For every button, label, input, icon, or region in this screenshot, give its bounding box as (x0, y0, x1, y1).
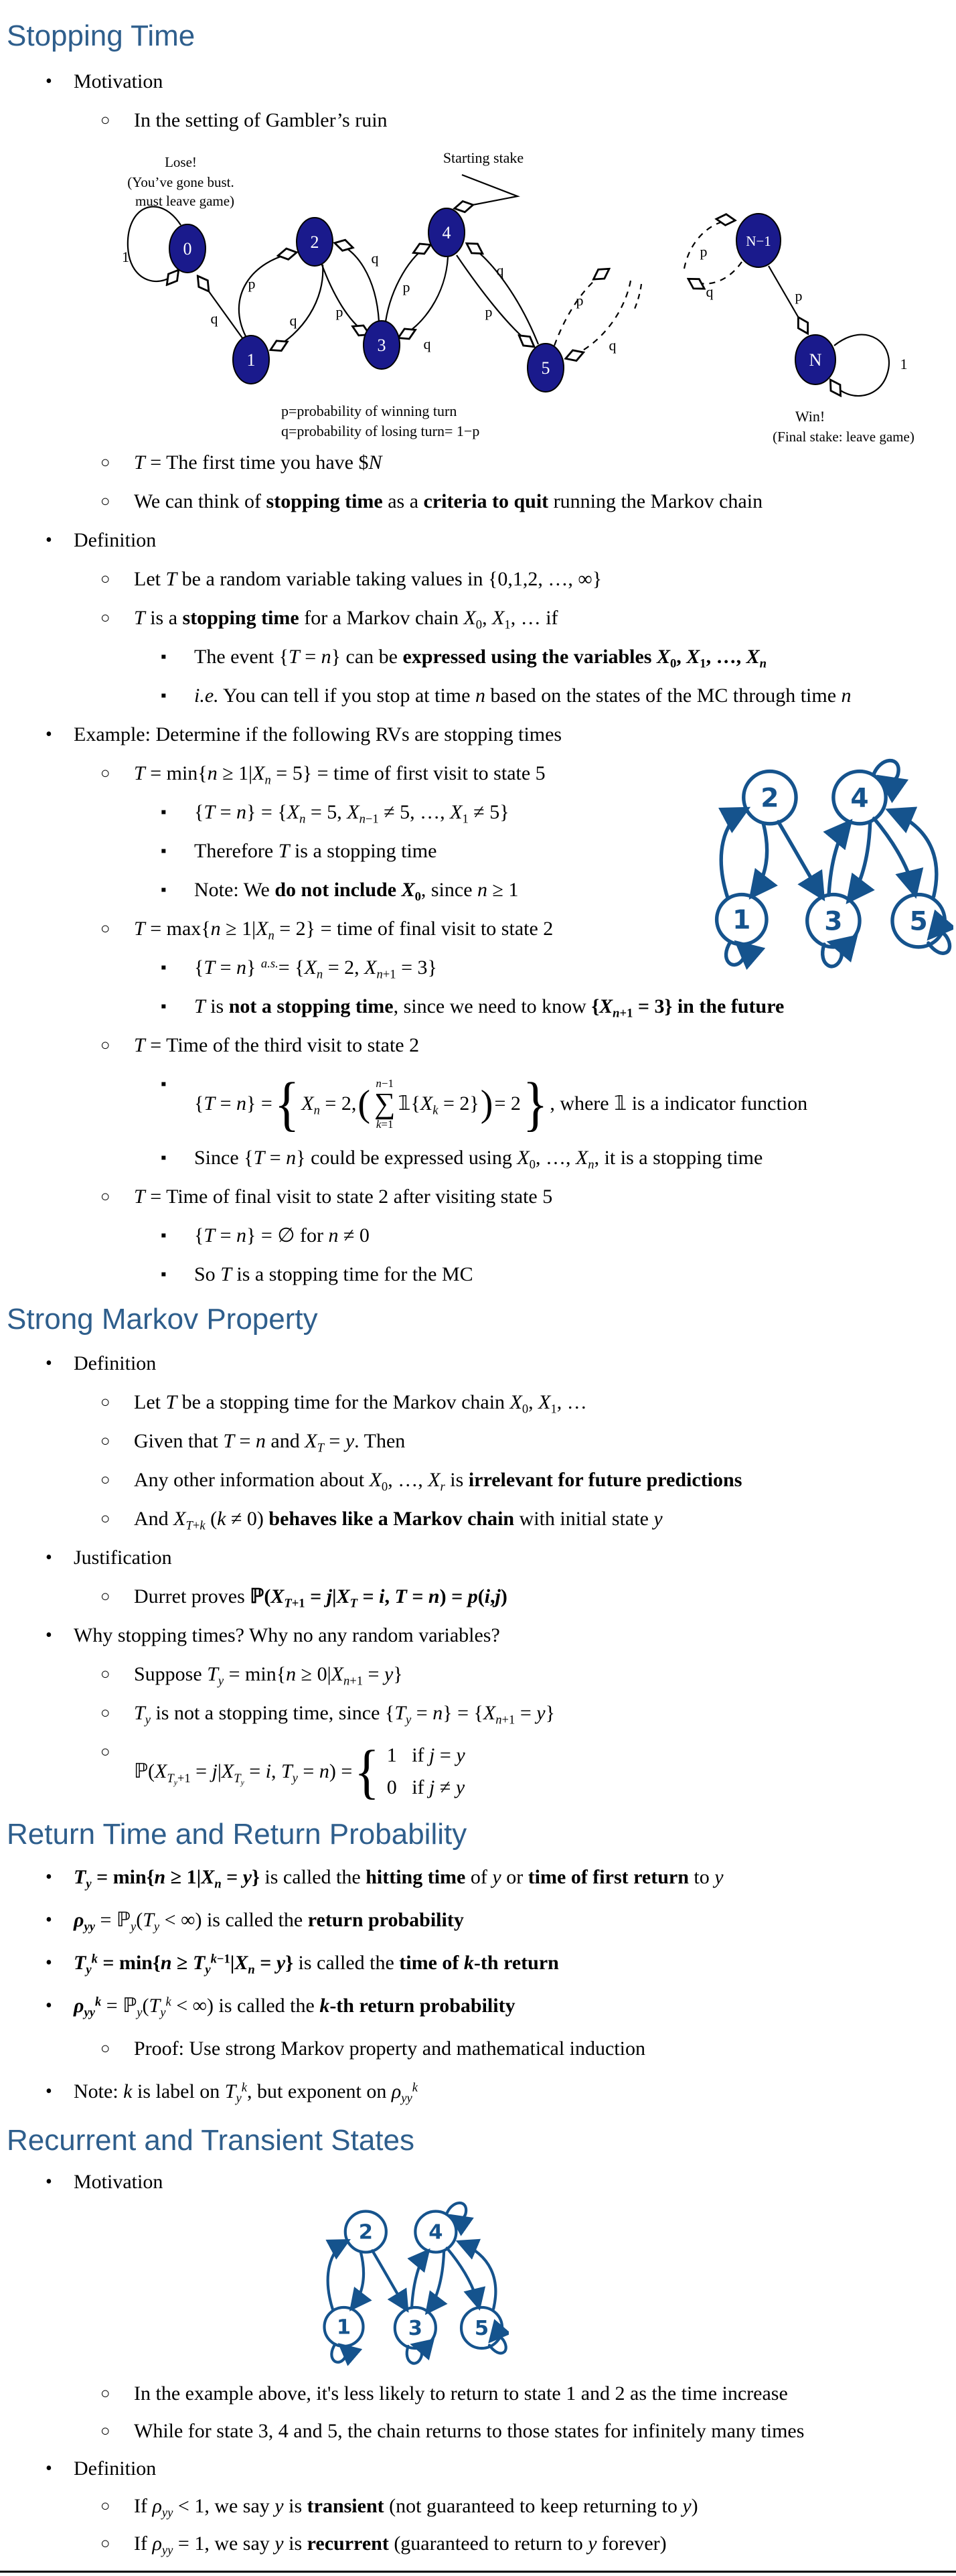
notes-page (0, 17, 956, 2557)
bullet-marker: ▪ (161, 1227, 167, 1244)
bullet-marker: ○ (100, 2498, 110, 2515)
edge-label: p (576, 292, 584, 309)
return-time-section (0, 1865, 956, 2104)
bullet-justification (0, 1545, 956, 1571)
row-text: {T = n} = ∅ for n ≠ 0 (194, 1224, 370, 1246)
summation-stack (374, 1077, 395, 1131)
bullet-marker: • (46, 2458, 52, 2479)
row-text: And $X_{T+k}$ (k ≠ 0) behaves like a Markov chain with initial state y (134, 1508, 663, 1533)
bullet-kth-return-time (0, 1950, 956, 1976)
hand-edge-2-to-3 (372, 2250, 406, 2308)
row-text: Since {T = n} could be expressed using $X_0$, …, $X_n$, it is a stopping time (194, 1147, 763, 1172)
bullet-not-stopping (0, 994, 956, 1019)
bullet-marker: • (46, 530, 52, 551)
bullet-behaves-like-mc (0, 1506, 956, 1532)
row-text: $T = \max\{n \ge 1|X_n = 2\}$ = time of final visit to state 2 (134, 918, 554, 943)
bullet-indicator-sum-formula (0, 1072, 956, 1136)
section-title-recurrent-transient: Recurrent and Transient States (7, 2124, 414, 2157)
row-text: In the setting of Gambler’s ruin (134, 109, 388, 131)
row-text: T is not a stopping time, since we need to know $\{X_{n+1} = 3\}$ in the future (194, 995, 785, 1021)
bullet-T-first-time (0, 450, 956, 476)
edge-nm1-dashed-in (684, 220, 734, 269)
bullet-marker: ▪ (161, 1076, 167, 1093)
edge-label: p (402, 279, 410, 295)
cases-column (387, 1743, 465, 1800)
bullet-marker: • (46, 2081, 52, 2102)
starting-stake-label: Starting stake (443, 149, 524, 166)
hand-edge-2-to-1 (752, 823, 767, 895)
row-text: {T = n} $^{a.s.}= \{X_n = 2$, $X_{n+1} = 3$} (194, 956, 437, 982)
node-label: 0 (183, 239, 192, 259)
section-title-stopping-time: Stopping Time (7, 19, 195, 52)
hand-node-label: 3 (824, 906, 843, 937)
edge-label: 1 (900, 356, 908, 372)
edge-label: 1 (122, 248, 129, 265)
row-text: $T_y = \min\{n \ge 1|X_n = y\}$ is called the hitting time of y or time of first return to y (74, 1866, 724, 1891)
edge-label: p (700, 243, 708, 260)
bullet-marker: ○ (100, 1666, 110, 1683)
section-title-return-time: Return Time and Return Probability (7, 1818, 467, 1851)
bullet-marker: • (46, 2171, 52, 2192)
sum-upper-limit: n−1 (376, 1076, 394, 1090)
bullet-ty-not-stopping (0, 1701, 956, 1726)
hand-edge-4-to-5 (874, 818, 915, 893)
gamblers-ruin-svg (114, 147, 956, 445)
edge-self-loop-n (831, 335, 889, 396)
example-section (0, 722, 956, 1287)
bullet-marker: • (46, 1353, 52, 1374)
lose-annotation: Lose! (165, 154, 197, 170)
row-text: If $\rho_{yy} < 1$, we say y is transient (not guaranteed to keep returning to y) (134, 2495, 698, 2520)
edge-label: q (289, 312, 297, 329)
edge-nm1-dashed-out (689, 262, 742, 284)
bullet-third-visit (0, 1033, 956, 1058)
formula-segment: = 2 (494, 1092, 521, 1115)
formula-segment: , where 𝟙 is a indicator function (550, 1092, 808, 1115)
row-text: So T is a stopping time for the MC (194, 1263, 473, 1285)
edge-5-to-4 (467, 244, 538, 344)
row-text: In the example above, it's less likely to return to state 1 and 2 as the time increase (134, 2382, 788, 2405)
bullet-marker: ▪ (161, 804, 167, 821)
bullet-suppose-ty (0, 1662, 956, 1687)
bullet-marker: ▪ (161, 998, 167, 1015)
edge-1-to-0 (198, 277, 243, 339)
edge-label: p (335, 303, 343, 320)
hand-drawn-chain-diagram (704, 756, 953, 975)
bullet-note-k-label (0, 2079, 956, 2104)
row-text: $T_y$ is not a stopping time, since $\{T_y = n\} = \{X_{n+1} = y\}$ (134, 1702, 555, 1727)
edge-1-to-2 (239, 253, 296, 336)
bullet-so-stopping (0, 1262, 956, 1287)
bullet-marker: ○ (100, 2385, 110, 2403)
row-text: $T_y^k = \min\{n \ge T_y^{k-1}|X_n = y\}$ is called the time of k-th return (74, 1952, 559, 1977)
bullet-ie-tell (0, 683, 956, 709)
bullet-random-variable (0, 567, 956, 592)
edge-label: q (496, 262, 504, 279)
hand-node-label: 5 (474, 2317, 489, 2341)
bullet-marker: ▪ (161, 959, 167, 977)
row-text: Definition (74, 529, 157, 551)
bullet-hitting-time (0, 1865, 956, 1890)
row-text: We can think of stopping time as a criteria to quit running the Markov chain (134, 490, 763, 512)
hand-edge-1-to-2 (328, 2242, 347, 2311)
bullet-proof (0, 2036, 956, 2062)
row-text: Any other information about $X_0$, …, $X_r$ is irrelevant for future predictions (134, 1469, 742, 1494)
hand-node-label: 1 (732, 905, 751, 936)
node-label: 2 (310, 232, 319, 252)
edge-4-to-3 (399, 257, 448, 338)
bullet-marker: • (46, 1547, 52, 1568)
edge-label: p (795, 287, 803, 304)
edge-label: q (423, 336, 431, 352)
row-text: Motivation (74, 70, 163, 92)
row-text: T = Time of the third visit to state 2 (134, 1034, 420, 1056)
hand-node-label: 1 (336, 2315, 351, 2340)
lose-annotation: must leave game) (135, 193, 235, 209)
row-text: Proof: Use strong Markov property and mathematical induction (134, 2037, 645, 2060)
hand-chain-svg-small (315, 2199, 509, 2370)
bullet-marker: ○ (100, 1705, 110, 1722)
bullet-let-T-stopping (0, 1390, 956, 1415)
bullet-empty-set (0, 1223, 956, 1248)
bullet-piecewise-formula (0, 1739, 956, 1804)
row-text: T = The first time you have $N (134, 451, 382, 474)
edge-label: p (248, 275, 256, 292)
bullet-marker: ○ (100, 493, 110, 510)
bullet-kth-return-prob (0, 1993, 956, 2019)
bullet-recurrent-def (0, 2531, 956, 2557)
edge-label: p (485, 303, 493, 320)
row-text: $T = \min\{n \ge 1|X_n = 5\}$ = time of first visit to state 5 (134, 762, 546, 788)
section-title-strong-markov: Strong Markov Property (7, 1303, 318, 1336)
hand-edge-1-to-2 (721, 810, 744, 898)
node-label: 3 (377, 336, 386, 355)
bullet-marker: ○ (100, 2040, 110, 2058)
bullet-marker: ○ (100, 1394, 110, 1411)
edge-label: q (371, 250, 379, 267)
starting-stake-pointer (455, 175, 517, 208)
row-text: While for state 3, 4 and 5, the chain returns to those states for infinitely many times (134, 2420, 805, 2442)
bullet-marker: ○ (100, 2535, 110, 2553)
hand-edge-3-to-4 (829, 824, 848, 896)
bullet-marker: ▪ (161, 687, 167, 705)
bullet-marker: ▪ (161, 1266, 167, 1283)
row-text: Let T be a stopping time for the Markov chain $X_0$, $X_1$, … (134, 1391, 587, 1417)
bullet-marker: ○ (100, 571, 110, 588)
bullet-since-expressed (0, 1145, 956, 1171)
bullet-marker: ○ (100, 1510, 110, 1528)
sigma-symbol: ∑ (374, 1087, 396, 1121)
edge-label: q (210, 310, 218, 327)
hand-edge-4-to-3 (428, 2252, 444, 2311)
hand-node-label: 5 (909, 906, 928, 937)
hand-node-label: 4 (428, 2220, 443, 2244)
gamblers-ruin-diagram (114, 147, 956, 450)
big-brace-open: { (274, 1070, 300, 1137)
bullet-marker: • (46, 1995, 52, 2016)
row-text: Suppose $T_y = \min\{n \ge 0|X_{n+1} = y\}$ (134, 1663, 403, 1689)
row-text: Given that T = n and $X_T = y$. Then (134, 1430, 406, 1455)
hand-edge-4-to-3 (850, 823, 870, 900)
row-text: Justification (74, 1547, 172, 1569)
bullet-marker: • (46, 1625, 52, 1646)
hand-node-label: 3 (408, 2317, 422, 2341)
bullet-rt-motivation (0, 2169, 956, 2195)
q-definition: q=probability of losing turn= 1−p (281, 423, 480, 439)
row-text: Why stopping times? Why no any random variables? (74, 1624, 500, 1646)
bullet-example (0, 722, 956, 747)
bullet-marker: ○ (100, 1433, 110, 1450)
bullet-marker: ○ (100, 1588, 110, 1605)
hand-drawn-chain-diagram-small (315, 2199, 956, 2376)
row-text: Definition (74, 2457, 157, 2480)
bullet-marker: ○ (100, 1743, 110, 1761)
bullet-event-expressed (0, 644, 956, 670)
case-line: 1 if j = y (386, 1744, 465, 1766)
bullet-marker: ○ (100, 610, 110, 627)
bullet-motivation (0, 69, 956, 94)
dashed-tick (635, 284, 641, 309)
formula-segment: {T = n} = (194, 1092, 272, 1115)
row-text: $\rho_{yy}^k$ = $ℙ_y(T_y^k$ < ∞) is called the k-th return probability (74, 1995, 515, 2020)
row-text: Note: k is label on $T_y^k$, but exponent on $\rho_{yy}^k$ (74, 2080, 418, 2106)
bullet-durret-proves (0, 1584, 956, 1609)
edge-label: q (706, 283, 714, 300)
bullet-marker: ○ (100, 765, 110, 782)
bullet-criteria-to-quit (0, 489, 956, 514)
hand-edge-2-to-3 (779, 822, 822, 896)
bullet-gamblers-ruin-setting (0, 108, 956, 133)
bullet-marker: ○ (100, 1472, 110, 1489)
big-paren-open: ( (357, 1082, 370, 1125)
case-line: 0 if j ≠ y (386, 1776, 465, 1798)
bullet-marker: ▪ (161, 843, 167, 860)
bullet-marker: • (46, 1867, 52, 1887)
formula-segment: $X_n = 2$, (301, 1092, 357, 1118)
bullet-marker: ▪ (161, 1149, 167, 1167)
row-text: Motivation (74, 2171, 163, 2193)
row-text: Example: Determine if the following RVs are stopping times (74, 723, 562, 745)
hand-edge-2-to-1 (352, 2252, 364, 2307)
hand-node-label: 4 (850, 783, 869, 814)
row-text: If $\rho_{yy} = 1$, we say y is recurrent (guaranteed to return to y forever) (134, 2532, 667, 2558)
bullet-less-likely (0, 2381, 956, 2407)
bullet-final-after-5 (0, 1184, 956, 1210)
node-label: N (809, 350, 822, 370)
row-text: i.e. You can tell if you stop at time n based on the states of the MC through time n (194, 685, 852, 707)
hand-edge-4-to-5 (447, 2248, 479, 2305)
bullet-given-that (0, 1429, 956, 1454)
bullet-definition (0, 528, 956, 553)
bullet-smp-definition (0, 1351, 956, 1376)
bullet-marker: ▪ (161, 648, 167, 666)
bullet-marker: ○ (100, 454, 110, 472)
hand-edge-3-to-4 (412, 2252, 427, 2308)
big-brace-close: } (522, 1070, 548, 1137)
bullet-marker: ○ (100, 112, 110, 129)
bullet-marker: ▪ (161, 881, 167, 899)
edge-2-to-1 (271, 265, 323, 350)
row-text: The event {T = n} can be expressed using the variables $X_0$, $X_1$, …, $X_n$ (194, 646, 767, 671)
row-text: Note: We do not include $X_0$, since n ≥ 1 (194, 879, 519, 904)
formula-segment: $𝟙\{X_k = 2\}$ (398, 1092, 479, 1118)
row-text: $\{T = n\} = \{X_n = 5$, $X_{n-1} \ne 5$, …, $X_1 \ne 5$} (194, 801, 509, 827)
bullet-transient-def (0, 2494, 956, 2519)
bullet-marker: • (46, 724, 52, 745)
bullet-marker: ○ (100, 920, 110, 938)
bullet-marker: ○ (100, 2423, 110, 2440)
row-text: Durret proves $ℙ(X_{T+1} = j|X_T = i$, T = n) = p(i,j) (134, 1585, 507, 1611)
sum-lower-limit: k=1 (376, 1117, 394, 1131)
bullet-marker: • (46, 1952, 52, 1973)
bullet-marker: ○ (100, 1037, 110, 1054)
bullet-marker: ○ (100, 1188, 110, 1206)
bullet-why-stopping-times (0, 1623, 956, 1648)
hand-node-label: 2 (358, 2220, 373, 2244)
big-paren-close: ) (480, 1082, 493, 1125)
row-text: Let T be a random variable taking values in {0,1,2, …, ∞} (134, 568, 603, 590)
bullet-marker: • (46, 71, 52, 92)
node-label: 5 (541, 358, 550, 378)
page-bottom-border (0, 2571, 956, 2573)
node-label: N−1 (746, 233, 771, 249)
hand-node-label: 2 (761, 783, 779, 814)
edge-label: q (609, 337, 617, 354)
row-text: T = Time of final visit to state 2 after visiting state 5 (134, 1186, 553, 1208)
row-text: T is a stopping time for a Markov chain $X_0$, $X_1$, … if (134, 607, 558, 632)
cases-brace: { (354, 1737, 380, 1805)
p-definition: p=probability of winning turn (281, 403, 457, 419)
final-stake-annotation: (Final stake: leave game) (773, 429, 914, 445)
node-label: 1 (246, 350, 256, 370)
bullet-stopping-time-def (0, 605, 956, 631)
bullet-irrelevant (0, 1468, 956, 1493)
bullet-marker: • (46, 1910, 52, 1930)
bullet-return-probability (0, 1908, 956, 1933)
edge-2-to-3 (321, 263, 369, 334)
lose-annotation: (You’ve gone bust. (127, 174, 234, 190)
bullet-infinitely-many (0, 2419, 956, 2444)
row-text: $\rho_{yy}$ = $ℙ_y(T_y$ < ∞) is called the return probability (74, 1909, 464, 1934)
formula-lead: $ℙ(X_{T_y+1} = j|X_{T_y} = i$, $T_y = n$) = (134, 1760, 353, 1787)
win-annotation: Win! (795, 408, 825, 425)
node-label: 4 (442, 223, 451, 242)
recurrent-transient-section (0, 2169, 956, 2557)
bullet-rt-definition (0, 2456, 956, 2482)
row-text: Definition (74, 1352, 157, 1374)
row-text: Therefore T is a stopping time (194, 840, 437, 862)
